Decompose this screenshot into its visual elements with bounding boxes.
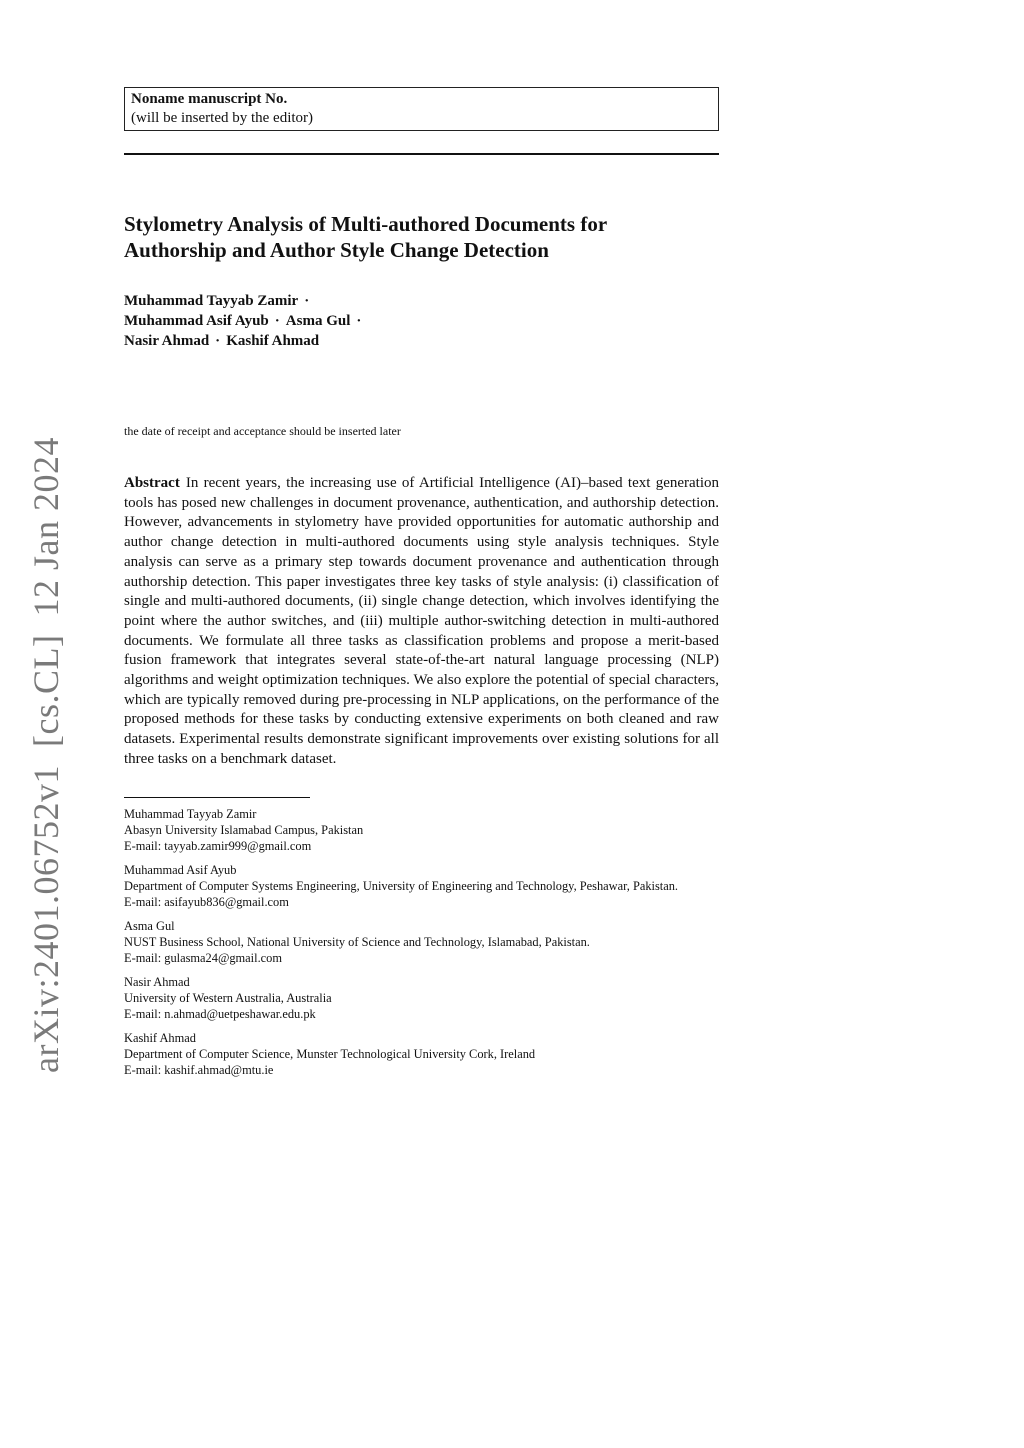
manuscript-title: Noname manuscript No. [131, 91, 288, 107]
affiliation-name: Kashif Ahmad [124, 1031, 196, 1045]
affiliation-block [124, 918, 719, 966]
author-separator: · [356, 313, 362, 329]
affiliation-block [124, 862, 719, 910]
affiliation-name: Muhammad Asif Ayub [124, 863, 237, 877]
affiliation-name: Asma Gul [124, 919, 175, 933]
header-rule [124, 153, 719, 155]
affiliation-name: Muhammad Tayyab Zamir [124, 807, 257, 821]
abstract-label: Abstract [124, 475, 180, 491]
author-line-1 [124, 291, 719, 311]
affiliation-institution: Department of Computer Systems Engineering, University of Engineering and Technology, Peshawar, Pakistan. [124, 879, 679, 893]
author-name: Muhammad Tayyab Zamir [124, 293, 299, 309]
arxiv-side-stamp [25, 428, 67, 1082]
abstract [124, 474, 719, 770]
affiliation-email: E-mail: n.ahmad@uetpeshawar.edu.pk [124, 1007, 316, 1021]
arxiv-category: [cs.CL] [26, 634, 66, 747]
affiliation-block [124, 806, 719, 854]
arxiv-date: 12 Jan 2024 [26, 437, 66, 617]
affiliation-institution: Abasyn University Islamabad Campus, Pakistan [124, 823, 364, 837]
affiliation-institution: NUST Business School, National University of Science and Technology, Islamabad, Pakistan. [124, 935, 590, 949]
affiliation-email: E-mail: asifayub836@gmail.com [124, 895, 289, 909]
author-line-3 [124, 331, 719, 351]
affiliation-email: E-mail: gulasma24@gmail.com [124, 951, 282, 965]
footnote-rule [124, 797, 310, 798]
affiliation-institution: Department of Computer Science, Munster Technological University Cork, Ireland [124, 1047, 536, 1061]
manuscript-note: (will be inserted by the editor) [131, 110, 314, 126]
manuscript-box [124, 87, 719, 131]
author-list [124, 291, 719, 351]
author-separator: · [274, 313, 280, 329]
paper-title-line-2: Authorship and Author Style Change Detection [124, 238, 549, 262]
affiliation-institution: University of Western Australia, Australia [124, 991, 332, 1005]
author-separator: · [215, 333, 221, 349]
author-name: Asma Gul [285, 313, 351, 329]
author-name: Muhammad Asif Ayub [124, 313, 269, 329]
arxiv-id: arXiv:2401.06752v1 [26, 765, 66, 1073]
affiliation-block [124, 1030, 719, 1078]
affiliation-email: E-mail: tayyab.zamir999@gmail.com [124, 839, 312, 853]
abstract-text: In recent years, the increasing use of Artificial Intelligence (AI)–based text generation tools has posed new challenges in document provenance, authentication, and authorship detection. However, advancements in stylometry have provided opportunities for automatic authorship and author change detection in multi-authored documents using style analysis techniques. Style analysis can serve as a primary step towards document provenance and authentication through authorship detection. This paper investigates three key tasks of style analysis: (i) classification of single and multi-authored documents, (ii) single change detection, which involves identifying the point where the author switches, and (iii) multiple author-switching detection in multi-authored documents. We formulate all three tasks as classification problems and propose a merit-based fusion framework that integrates several state-of-the-art natural language processing (NLP) algorithms and weight optimization techniques. We also explore the potential of special characters, which are typically removed during pre-processing in NLP applications, on the performance of the proposed methods for these tasks by conducting extensive experiments on both cleaned and raw datasets. Experimental results demonstrate significant improvements over existing solutions for all three tasks on a benchmark dataset. [124, 475, 719, 767]
author-name: Nasir Ahmad [124, 333, 210, 349]
affiliation-email: E-mail: kashif.ahmad@mtu.ie [124, 1063, 274, 1077]
paper-title-line-1: Stylometry Analysis of Multi-authored Documents for [124, 212, 608, 236]
affiliation-block [124, 974, 719, 1022]
dates-note: the date of receipt and acceptance should be inserted later [124, 424, 401, 438]
paper-title [124, 211, 719, 263]
author-line-2 [124, 311, 719, 331]
author-separator: · [304, 293, 310, 309]
affiliation-name: Nasir Ahmad [124, 975, 190, 989]
affiliations [124, 806, 719, 1086]
author-name: Kashif Ahmad [226, 333, 320, 349]
